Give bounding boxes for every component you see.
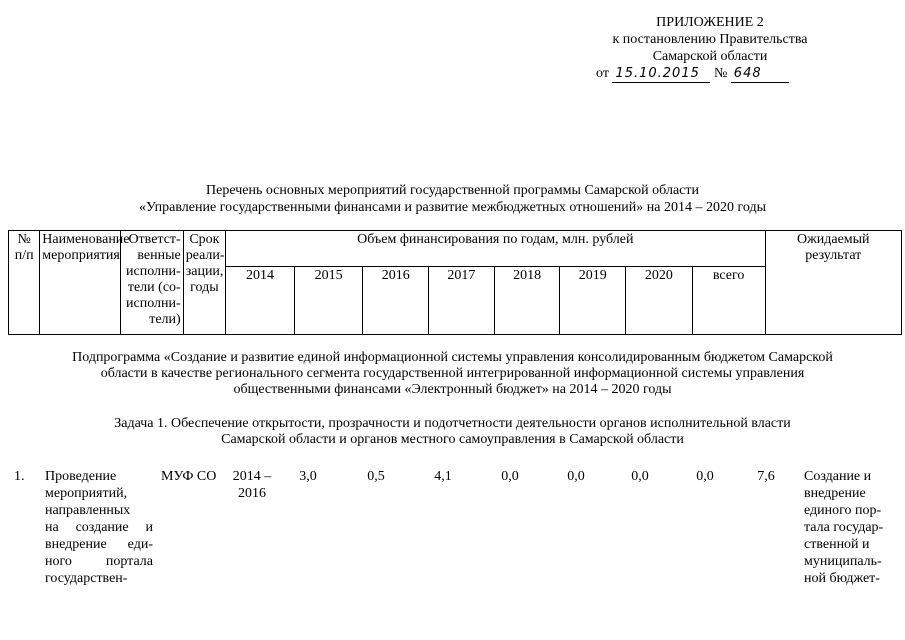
appendix-line1: к постановлению Правительства — [612, 32, 808, 47]
header-num: № п/п — [9, 231, 40, 335]
appendix-line2: Самарской области — [652, 49, 768, 64]
row-name-line: на создание и — [45, 520, 153, 535]
row-result-line: Создание и — [804, 469, 872, 484]
row-value: 0,0 — [696, 469, 714, 484]
row-name-line: мероприятий, — [45, 486, 128, 501]
header-year: 2015 — [294, 267, 363, 335]
row-name-line: Проведение — [45, 469, 117, 484]
from-label: от — [596, 66, 609, 81]
header-responsible: Ответст-венные исполни-тели (со-исполни-тели) — [121, 231, 184, 335]
row-result-line: муниципаль- — [804, 554, 882, 569]
header-result: Ожидаемый результат — [765, 231, 902, 335]
header-funding: Объем финансирования по годам, млн. рублей — [226, 231, 765, 267]
row-value: 4,1 — [434, 469, 452, 484]
appendix-sign-line — [560, 65, 860, 83]
row-responsible: МУФ СО — [161, 469, 217, 484]
subprogram-line1: Подпрограмма «Создание и развитие единой информационной системы управления консолидированным бюджетом Самарской — [72, 350, 833, 365]
appendix-title: ПРИЛОЖЕНИЕ 2 — [656, 15, 764, 30]
row-term-line: 2014 – — [232, 469, 272, 484]
row-name-line: внедрение еди- — [45, 537, 153, 552]
row-value: 3,0 — [299, 469, 317, 484]
appendix-block — [560, 14, 860, 83]
row-number: 1. — [14, 469, 25, 484]
task-heading — [0, 416, 905, 448]
row-value: 0,5 — [367, 469, 385, 484]
row-name-line: ного портала — [45, 554, 153, 569]
handwritten-date: 15.10.2015 — [612, 65, 710, 83]
header-year: 2014 — [226, 267, 295, 335]
row-result — [804, 468, 902, 587]
task-line1: Задача 1. Обеспечение открытости, прозрачности и подотчетности деятельности органов исполнительной власти — [114, 416, 791, 431]
header-term: Срок реали-зации, годы — [183, 231, 225, 335]
header-year: 2020 — [626, 267, 693, 335]
header-year: 2017 — [429, 267, 495, 335]
row-name — [45, 468, 153, 587]
row-name-line: направленных — [45, 503, 131, 518]
funding-table-header — [8, 230, 902, 335]
row-value: 0,0 — [631, 469, 649, 484]
header-total: всего — [692, 267, 765, 335]
document-title — [0, 182, 905, 216]
subprogram-line3: общественными финансами «Электронный бюджет» на 2014 – 2020 годы — [233, 382, 672, 397]
task-line2: Самарской области и органов местного самоуправления в Самарской области — [221, 432, 684, 447]
header-year: 2018 — [494, 267, 560, 335]
row-result-line: ной бюджет- — [804, 571, 880, 586]
document-title-line1: Перечень основных мероприятий государственной программы Самарской области — [206, 183, 699, 198]
row-term — [229, 468, 275, 502]
row-result-line: ственной и — [804, 537, 870, 552]
row-result-line: тала государ- — [804, 520, 884, 535]
row-value: 0,0 — [567, 469, 585, 484]
handwritten-number: 648 — [731, 65, 789, 83]
header-year: 2016 — [363, 267, 429, 335]
row-name-line: государствен- — [45, 571, 128, 586]
subprogram-line2: области в качестве регионального сегмента государственной интегрированной информационной системы управления — [100, 366, 805, 381]
row-term-line: 2016 — [238, 486, 266, 501]
number-label: № — [713, 66, 728, 81]
row-total: 7,6 — [757, 469, 775, 484]
row-result-line: единого пор- — [804, 503, 882, 518]
subprogram-heading — [0, 350, 905, 398]
header-year: 2019 — [560, 267, 626, 335]
header-name: Наименование мероприятия — [40, 231, 121, 335]
row-value: 0,0 — [501, 469, 519, 484]
document-title-line2: «Управление государственными финансами и развитие межбюджетных отношений» на 2014 – 2020 годы — [138, 200, 767, 215]
row-result-line: внедрение — [804, 486, 866, 501]
